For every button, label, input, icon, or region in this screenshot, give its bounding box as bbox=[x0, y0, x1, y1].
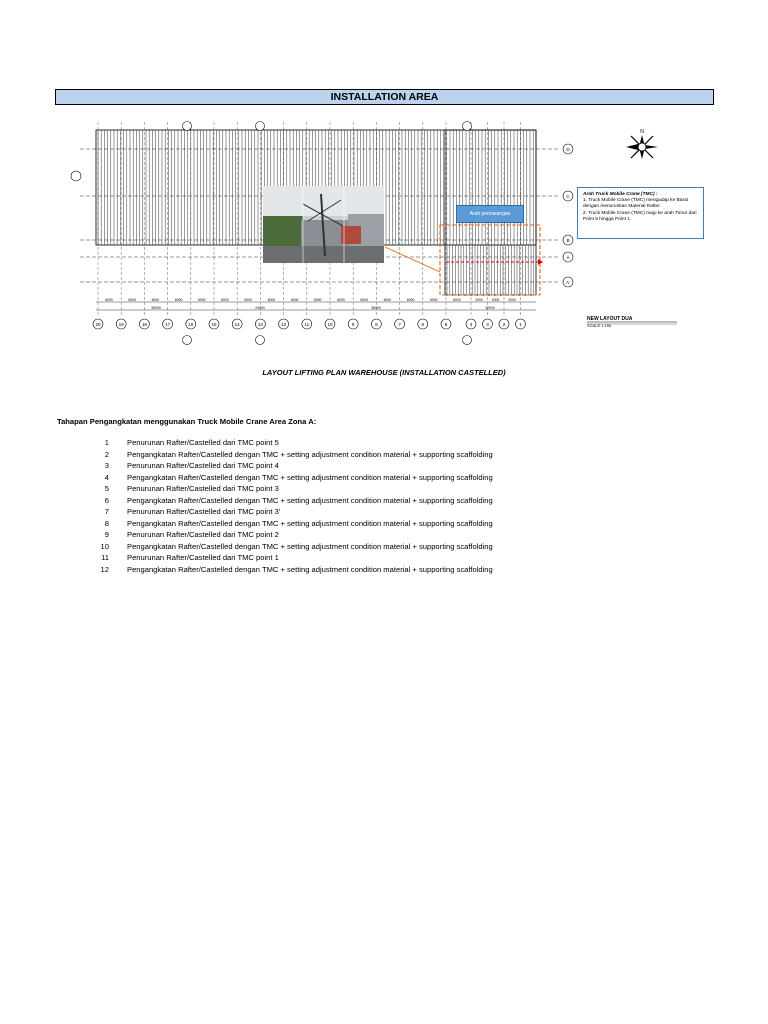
note-line-2: 2. Truck Mobile Crane (TMC) maju ke arah Timur dari Point 5 hingga Point 1. bbox=[583, 210, 697, 222]
grid-col-label: 17 bbox=[165, 322, 171, 327]
step-number: 8 bbox=[104, 518, 109, 528]
dimension-label: 6000 bbox=[244, 298, 252, 302]
grid-col-label: 11 bbox=[304, 322, 310, 327]
grid-col-label: 14 bbox=[234, 322, 240, 327]
dimension-label: 6000 bbox=[360, 298, 368, 302]
dimension-label: 6000 bbox=[221, 298, 229, 302]
grid-row-label: D bbox=[566, 147, 570, 152]
step-number: 2 bbox=[104, 449, 109, 459]
step-text: Penurunan Rafter/Castelled dari TMC point 1 bbox=[127, 553, 279, 563]
step-text: Pengangkatan Rafter/Castelled dengan TMC + setting adjustment condition material + supporting scaffolding bbox=[127, 449, 493, 459]
step-text: Pengangkatan Rafter/Castelled dengan TMC + setting adjustment condition material + supporting scaffolding bbox=[127, 472, 493, 482]
dimension-label: 2000 bbox=[491, 298, 500, 302]
grid-col-label: 4 bbox=[469, 322, 473, 327]
compass-icon bbox=[622, 128, 662, 166]
step-item bbox=[57, 506, 493, 518]
step-text: Pengangkatan Rafter/Castelled dengan TMC + setting adjustment condition material + supporting scaffolding bbox=[127, 541, 493, 551]
steps-title: Tahapan Pengangkatan menggunakan Truck Mobile Crane Area Zona A: bbox=[57, 417, 317, 426]
dimension-label: 2000 bbox=[508, 298, 516, 302]
step-item bbox=[57, 495, 493, 507]
dimension-label: 6000 bbox=[105, 298, 113, 302]
grid-col-label: 16 bbox=[188, 322, 194, 327]
note-line-1: 1. Truck Mobile Crane (TMC) mengadap ke Barat dengan menurunkan Material Rafter. bbox=[583, 198, 689, 210]
step-item bbox=[57, 564, 493, 576]
dimension-label: 6000 bbox=[128, 298, 136, 302]
step-number: 7 bbox=[104, 507, 109, 517]
grid-col-label: 7 bbox=[398, 322, 401, 327]
step-number: 3 bbox=[104, 461, 109, 471]
step-number: 10 bbox=[100, 541, 109, 551]
dimension-label: 6000 bbox=[198, 298, 206, 302]
step-text: Penurunan Rafter/Castelled dari TMC point 4 bbox=[127, 461, 279, 471]
dimension-label: 6000 bbox=[337, 298, 345, 302]
new-layout-label: NEW LAYOUT DUA bbox=[587, 316, 633, 322]
step-item bbox=[57, 529, 493, 541]
step-item bbox=[57, 437, 493, 449]
grid-col-label: 9 bbox=[351, 322, 355, 327]
step-text: Pengangkatan Rafter/Castelled dengan TMC + setting adjustment condition material + supporting scaffolding bbox=[127, 565, 493, 575]
grid-col-label: 13 bbox=[257, 322, 263, 327]
step-text: Penurunan Rafter/Castelled dari TMC point 3 bbox=[127, 484, 279, 494]
dimension-label: 6000 bbox=[151, 298, 160, 302]
step-number: 6 bbox=[104, 495, 109, 505]
step-item bbox=[57, 483, 493, 495]
dimension-total-label: 24000 bbox=[255, 306, 265, 310]
site-photo bbox=[263, 186, 384, 263]
dimension-label: 6000 bbox=[430, 298, 438, 302]
grid-col-label: 5 bbox=[444, 322, 448, 327]
grid-row-label: B bbox=[566, 238, 570, 243]
dimension-label: 6000 bbox=[314, 298, 322, 302]
step-item bbox=[57, 449, 493, 461]
grid-col-label: 12 bbox=[281, 322, 287, 327]
step-number: 11 bbox=[101, 553, 109, 563]
step-number: 1 bbox=[104, 438, 109, 447]
grid-col-label: 15 bbox=[211, 322, 217, 327]
grid-col-label: 19 bbox=[118, 322, 124, 327]
step-text: Pengangkatan Rafter/Castelled dengan TMC + setting adjustment condition material + supporting scaffolding bbox=[127, 495, 493, 505]
page-title: INSTALLATION AREA bbox=[55, 89, 714, 105]
note-title: Arah Truck Mobile Crane (TMC) : bbox=[583, 192, 658, 197]
dimension-total-label: 36000 bbox=[371, 306, 381, 310]
grid-col-label: 6 bbox=[421, 322, 425, 327]
grid-row-label: A bbox=[566, 255, 570, 260]
step-number: 5 bbox=[104, 484, 109, 494]
dimension-label: 2000 bbox=[475, 298, 483, 302]
grid-col-label: 20 bbox=[95, 322, 101, 327]
dimension-label: 6000 bbox=[453, 298, 461, 302]
step-item bbox=[57, 460, 493, 472]
dimension-label: 6000 bbox=[383, 298, 392, 302]
step-item bbox=[57, 541, 493, 553]
dimension-label: 6000 bbox=[267, 298, 276, 302]
grid-col-label: 2 bbox=[502, 322, 506, 327]
drawing-caption: LAYOUT LIFTING PLAN WAREHOUSE (INSTALLATION CASTELLED) bbox=[262, 368, 506, 377]
grid-col-label: 18 bbox=[141, 322, 147, 327]
grid-col-label: 10 bbox=[327, 322, 333, 327]
steps-list bbox=[57, 437, 493, 576]
scale-label: SCALE 1:150 bbox=[587, 323, 612, 328]
step-text: Penurunan Rafter/Castelled dari TMC point 2 bbox=[127, 530, 279, 540]
step-number: 12 bbox=[100, 565, 109, 575]
grid-col-label: 3 bbox=[486, 322, 489, 327]
step-text: Penurunan Rafter/Castelled dari TMC point 3' bbox=[127, 507, 281, 517]
step-text: Pengangkatan Rafter/Castelled dengan TMC + setting adjustment condition material + supporting scaffolding bbox=[127, 518, 493, 528]
grid-row-label: C bbox=[566, 194, 570, 199]
dimension-total-label: 30000 bbox=[151, 306, 161, 310]
tmc-direction-note bbox=[577, 187, 704, 239]
step-number: 9 bbox=[104, 530, 109, 540]
grid-col-label: 8 bbox=[375, 322, 378, 327]
dimension-total-label: 22000 bbox=[485, 306, 495, 310]
compass-north-label: N bbox=[640, 129, 644, 135]
step-text: Penurunan Rafter/Castelled dari TMC point 5 bbox=[127, 438, 279, 447]
step-item bbox=[57, 518, 493, 530]
dimension-label: 6000 bbox=[406, 298, 415, 302]
grid-col-label: 1 bbox=[519, 322, 522, 327]
step-item bbox=[57, 552, 493, 564]
step-item bbox=[57, 472, 493, 484]
dimension-label: 6000 bbox=[290, 298, 299, 302]
arah-pemasangan-label: Arah pemasangan bbox=[456, 205, 524, 223]
dimension-label: 6000 bbox=[174, 298, 183, 302]
grid-row-label: A' bbox=[566, 280, 570, 285]
step-number: 4 bbox=[104, 472, 109, 482]
